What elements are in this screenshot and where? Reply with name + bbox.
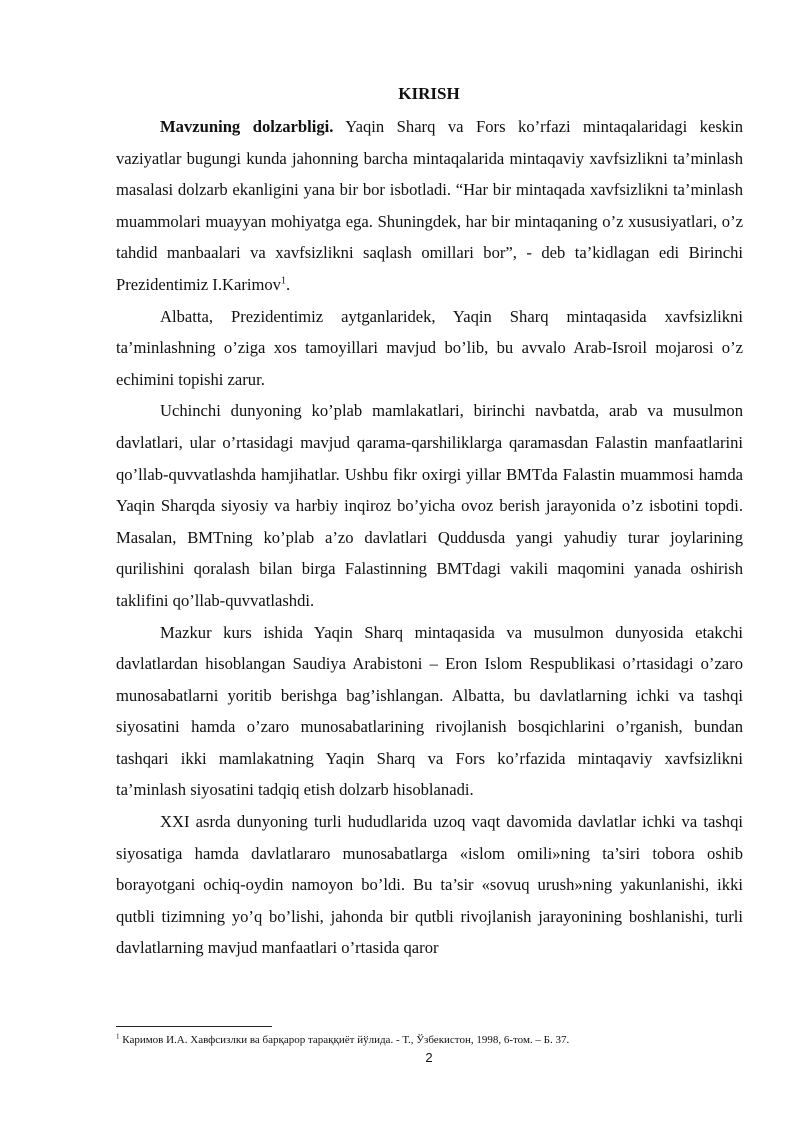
section-heading: KIRISH <box>398 84 460 103</box>
paragraph-1 <box>116 111 743 301</box>
paragraph-1-end: . <box>285 274 291 294</box>
lead-phrase: Mavzuning dolzarbligi. <box>160 117 334 136</box>
paragraph-2: Albatta, Prezidentimiz aytganlaridek, Yaqin Sharq mintaqasida xavfsizlikni ta’minlashning o’ziga xos tamoyillari mavjud bo’lib, bu avvalo Arab-Isroil mojarosi o’z echimini topishi zarur. <box>116 306 743 389</box>
footnote <box>116 1033 756 1047</box>
paragraph-4: Mazkur kurs ishida Yaqin Sharq mintaqasida va musulmon dunyosida etakchi davlatlardan hisoblangan Saudiya Arabistoni – Eron Islom Respublikasi o’rtasidagi o’zaro munosabatlarni yoritib berishga bag’ishlangan. Albatta, bu davlatlarning ichki va tashqi siyosatini hamda o’zaro munosabatlarining rivojlanish bosqichlarini o’rganish, bundan tashqari ikki mamlakatning Yaqin Sharq va Fors ko’rfazida mintaqaviy xavfsizlikni ta’minlash siyosatini tadqiq etish dolzarb hisoblanadi. <box>116 622 743 800</box>
paragraph-1-text: Yaqin Sharq va Fors ko’rfazi mintaqalaridagi keskin vaziyatlar bugungi kunda jahonning barcha mintaqalarida mintaqaviy xavfsizlikni ta’minlash masalasi dolzarb ekanligini yana bir bor isbotladi. “Har bir mintaqada xavfsizlikni ta’minlash muammolari muayyan mohiyatga ega. Shuningdek, har bir mintaqaning o’z xususiyatlari, o’z tahdid manbaalari va xavfsizlikni saqlash omillari bor”, - deb ta’kidlagan edi Birinchi Prezidentimiz I.Karimov <box>116 117 744 294</box>
paragraph-3: Uchinchi dunyoning ko’plab mamlakatlari, birinchi navbatda, arab va musulmon davlatlari, ular o’rtasidagi mavjud qarama-qarshiliklarga qaramasdan Falastin manfaatlarini qo’llab-quvvatlashda hamjihatlar. Ushbu fikr oxirgi yillar BMTda Falastin muammosi hamda Yaqin Sharqda siyosiy va harbiy inqiroz bo’yicha ovoz berish jarayonida o’z isbotini topdi. Masalan, BMTning ko’plab a’zo davlatlari Quddusda yangi yahudiy turar joylarining qurilishini qoralash bilan birga Falastinning BMTdagi vakili maqomini yanada oshirish taklifini qo’llab-quvvatlashdi. <box>116 401 743 610</box>
footnote-reference[interactable]: 1 <box>280 275 286 287</box>
footnote-marker: 1 <box>116 1032 120 1041</box>
body-text <box>116 111 743 964</box>
footnote-text: Каримов И.А. Хавфсизлки ва барқарор тараққиёт йўлида. - Т., Ўзбекистон, 1998, 6-том. – Б. 37. <box>119 1034 570 1046</box>
footnote-divider <box>116 1026 272 1027</box>
paragraph-5: XXI asrda dunyoning turli hududlarida uzoq vaqt davomida davlatlar ichki va tashqi siyosatiga hamda davlatlararo munosabatlarga «islom omili»ning ta’siri tobora oshib borayotgani ochiq-oydin namoyon bo’ldi. Bu ta’sir «sovuq urush»ning yakunlanishi, ikki qutbli tizimning yo’q bo’lishi, jahonda bir qutbli rivojlanish jarayonining boshlanishi, turli davlatlarning mavjud manfaatlari o’rtasida qaror <box>116 812 743 958</box>
page-number: 2 <box>425 1050 433 1065</box>
